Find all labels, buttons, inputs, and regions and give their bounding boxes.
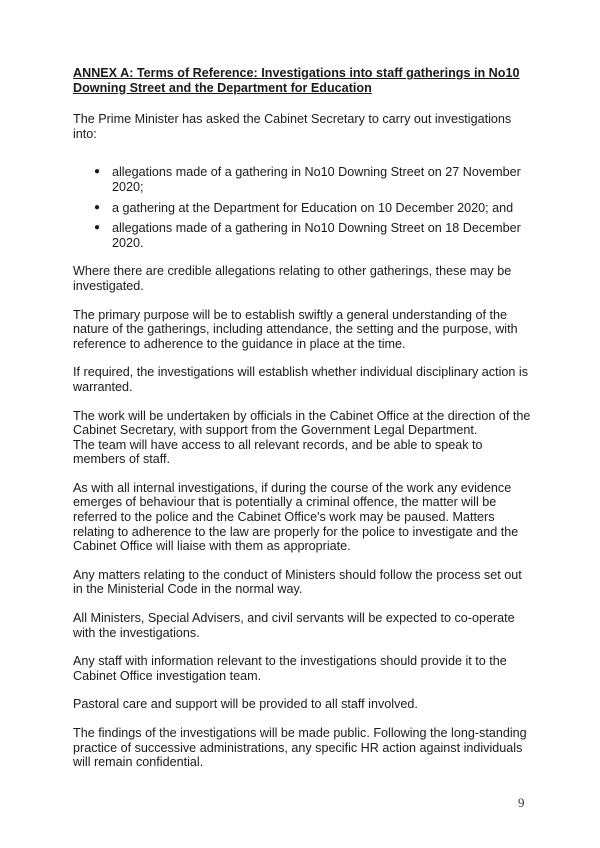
list-item bbox=[73, 221, 531, 250]
paragraph-work-undertaken: The work will be undertaken by officials in the Cabinet Office at the direction of the Cabinet Secretary, with support from the Government Legal Department. bbox=[73, 408, 531, 438]
paragraph-cooperation: All Ministers, Special Advisers, and civil servants will be expected to co-operate with the investigations. bbox=[73, 611, 515, 640]
list-item-text: a gathering at the Department for Education on 10 December 2020; and bbox=[112, 200, 514, 215]
paragraph-ministerial-code: Any matters relating to the conduct of Ministers should follow the process set out in the Ministerial Code in the normal way. bbox=[73, 567, 522, 597]
paragraph-criminal-offence: As with all internal investigations, if during the course of the work any evidence emerges of behaviour that is potentially a criminal offence, the matter will be referred to the police and the Cabinet Office's work may be paused. Matters relating to adherence to the law are properly for the police to investigate and the Cabinet Office will liaise with them as appropriate. bbox=[73, 480, 519, 554]
bullet-icon: ● bbox=[94, 222, 101, 234]
paragraph-findings-public: The findings of the investigations will be made public. Following the long-standing practice of successive administrations, any specific HR action against individuals will remain confidential. bbox=[73, 726, 527, 770]
page-number: 9 bbox=[518, 795, 525, 810]
bullet-icon: ● bbox=[94, 166, 101, 178]
bullet-icon: ● bbox=[94, 201, 101, 213]
paragraph-staff-information: Any staff with information relevant to the investigations should provide it to the Cabinet Office investigation team. bbox=[73, 654, 507, 683]
annex-heading: ANNEX A: Terms of Reference: Investigations into staff gatherings in No10 Downing Street and the Department for Education bbox=[73, 66, 520, 95]
paragraph-team-access: The team will have access to all relevant records, and be able to speak to members of staff. bbox=[73, 437, 483, 467]
paragraph-other-gatherings: Where there are credible allegations relating to other gatherings, these may be investigated. bbox=[73, 264, 512, 293]
paragraph-primary-purpose: The primary purpose will be to establish swiftly a general understanding of the nature of the gatherings, including attendance, the setting and the purpose, with reference to adherence to the guidance in place at the time. bbox=[73, 307, 518, 351]
document-page bbox=[73, 66, 531, 784]
list-item bbox=[73, 201, 531, 216]
investigation-list bbox=[73, 165, 531, 250]
list-item-text: allegations made of a gathering in No10 Downing Street on 27 November 2020; bbox=[112, 165, 521, 194]
list-item bbox=[73, 165, 531, 194]
paragraph-pastoral-care: Pastoral care and support will be provided to all staff involved. bbox=[73, 697, 418, 712]
paragraph-disciplinary-action: If required, the investigations will establish whether individual disciplinary action is warranted. bbox=[73, 365, 529, 394]
list-item-text: allegations made of a gathering in No10 Downing Street on 18 December 2020. bbox=[112, 221, 521, 250]
intro-paragraph: The Prime Minister has asked the Cabinet Secretary to carry out investigations into: bbox=[73, 112, 512, 141]
